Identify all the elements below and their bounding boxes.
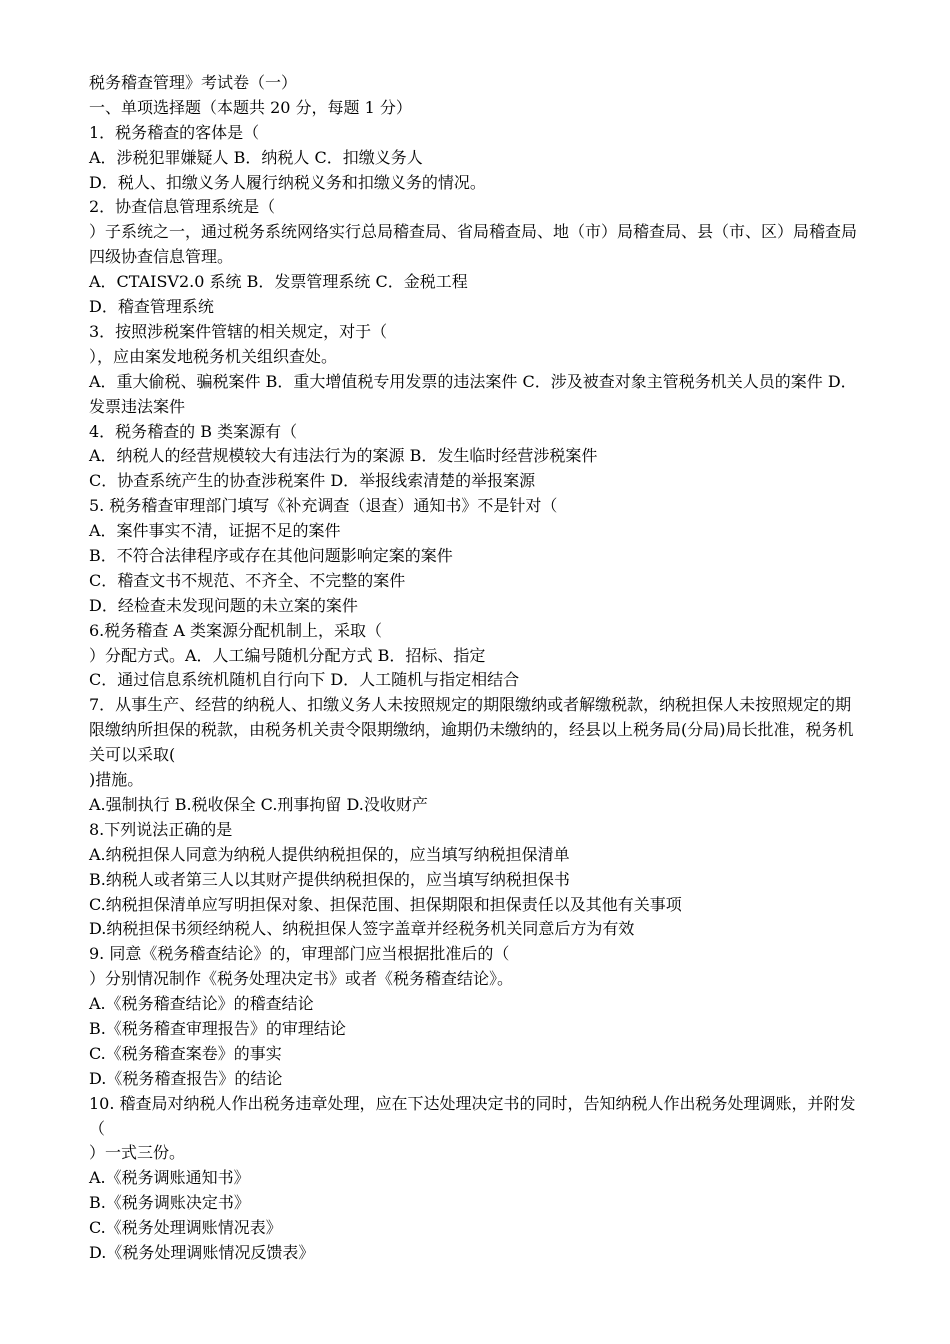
text-line: 4．税务稽查的 B 类案源有（ [89, 421, 298, 441]
text-line: A．纳税人的经营规模较大有违法行为的案源 B．发生临时经营涉税案件 [89, 446, 598, 466]
document-title: 税务稽查管理》考试卷（一） [89, 73, 298, 92]
text-line: 3．按照涉税案件管辖的相关规定，对于（ [89, 321, 388, 341]
text-line: 9. 同意《税务稽查结论》的，审理部门应当根据批准后的（ [89, 944, 510, 964]
text-line: ）子系统之一，通过税务系统网络实行总局稽查局、省局稽查局、地（市）局稽查局、县（市、区）局稽查局四级协查信息管理。 [89, 222, 858, 267]
text-line: B.《税务稽查审理报告》的审理结论 [89, 1018, 346, 1038]
text-line: C.纳税担保清单应写明担保对象、担保范围、担保期限和担保责任以及其他有关事项 [89, 894, 682, 914]
text-line: C．通过信息系统机随机自行向下 D．人工随机与指定相结合 [89, 670, 520, 690]
text-line: C.《税务稽查案卷》的事实 [89, 1043, 282, 1063]
text-line: C．稽查文书不规范、不齐全、不完整的案件 [89, 570, 406, 590]
text-line: D．税人、扣缴义务人履行纳税义务和扣缴义务的情况。 [89, 172, 486, 192]
text-line: A.强制执行 B.税收保全 C.刑事拘留 D.没收财产 [89, 794, 428, 814]
text-line: B．不符合法律程序或存在其他问题影响定案的案件 [89, 545, 453, 565]
text-line: A．CTAISV2.0 系统 B．发票管理系统 C．金税工程 [89, 272, 468, 292]
text-line: ）一式三份。 [89, 1143, 186, 1163]
text-line: A.《税务调账通知书》 [89, 1168, 250, 1188]
document-page [89, 71, 861, 1266]
text-line: 7．从事生产、经营的纳税人、扣缴义务人未按照规定的期限缴纳或者解缴税款，纳税担保人未按照规定的期限缴纳所担保的税款，由税务机关责令限期缴纳，逾期仍未缴纳的，经县以上税务局(分局)局长批准，税务机关可以采取( [89, 695, 854, 765]
text-line: ）分别情况制作《税务处理决定书》或者《税务稽查结论》。 [89, 969, 514, 989]
text-line: )措施。 [89, 770, 144, 790]
text-line: D.《税务稽查报告》的结论 [89, 1068, 283, 1088]
text-line: A.《税务稽查结论》的稽查结论 [89, 994, 314, 1014]
text-line: A．案件事实不清，证据不足的案件 [89, 521, 341, 541]
section-heading: 一、单项选择题（本题共 20 分，每题 1 分） [89, 97, 412, 117]
text-line: D.纳税担保书须经纳税人、纳税担保人签字盖章并经税务机关同意后方为有效 [89, 919, 635, 939]
text-line: B.《税务调账决定书》 [89, 1193, 250, 1213]
text-line: C.《税务处理调账情况表》 [89, 1218, 282, 1238]
text-line: 1．税务稽查的客体是（ [89, 122, 260, 142]
text-line: D.《税务处理调账情况反馈表》 [89, 1243, 315, 1262]
text-line: ），应由案发地税务机关组织查处。 [89, 346, 338, 366]
text-line: D．稽查管理系统 [89, 297, 214, 317]
text-line: A．涉税犯罪嫌疑人 B．纳税人 C．扣缴义务人 [89, 147, 423, 167]
text-line: 6.税务稽查 A 类案源分配机制上，采取（ [89, 620, 382, 640]
text-line: 2．协查信息管理系统是（ [89, 197, 276, 217]
text-line: B.纳税人或者第三人以其财产提供纳税担保的，应当填写纳税担保书 [89, 869, 570, 889]
text-line: 8.下列说法正确的是 [89, 819, 233, 839]
text-line: D．经检查未发现问题的未立案的案件 [89, 595, 358, 615]
text-line: C．协查系统产生的协查涉税案件 D．举报线索清楚的举报案源 [89, 471, 536, 491]
text-line: A．重大偷税、骗税案件 B．重大增值税专用发票的违法案件 C．涉及被查对象主管税务机关人员的案件 D．发票违法案件 [89, 371, 857, 416]
text-line: ）分配方式。A．人工编号随机分配方式 B．招标、指定 [89, 645, 486, 665]
text-line: 5. 税务稽查审理部门填写《补充调查（退查）通知书》不是针对（ [89, 496, 558, 516]
document-body [89, 121, 861, 1266]
text-line: A.纳税担保人同意为纳税人提供纳税担保的，应当填写纳税担保清单 [89, 844, 570, 864]
text-line: 10. 稽查局对纳税人作出税务违章处理，应在下达处理决定书的同时，告知纳税人作出税务处理调账，并附发（ [89, 1093, 856, 1138]
